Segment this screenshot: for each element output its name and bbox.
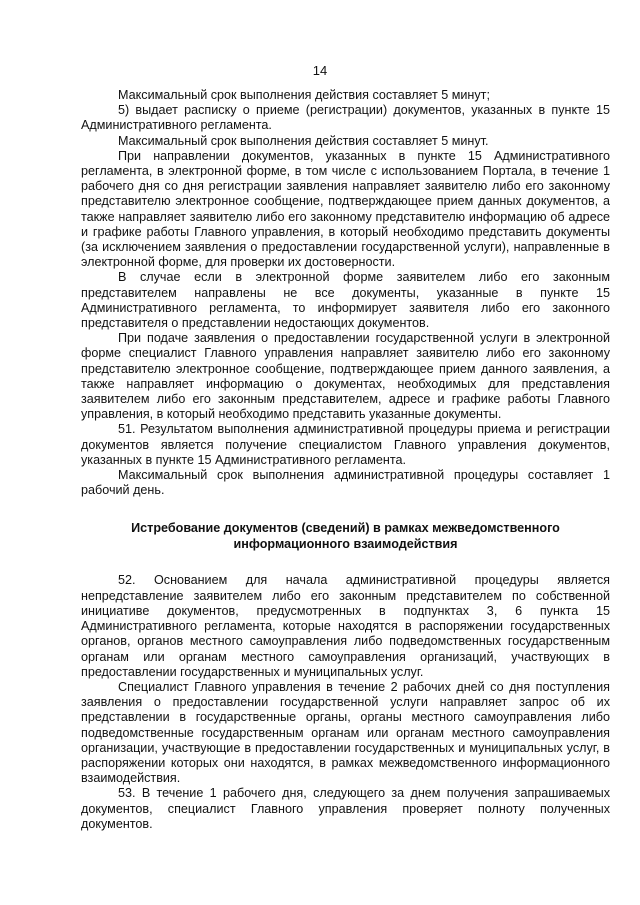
paragraph: 52. Основанием для начала административной процедуры является непредставление заявителем либо его законным представителем по собственной инициативе документов, предусмотренных в подпунктах 3, 6 пункта 15 Административного регламента, которые находятся в распоряжении государственных органов, органов местного самоуправления либо подведомственных государственным органам или органам местного самоуправления организаций, участвующих в предоставлении государственных и муниципальных услуг. xyxy=(81,573,610,679)
paragraph: Специалист Главного управления в течение 2 рабочих дней со дня поступления заявления о предоставлении государственной услуги направляет запрос об их представлении в государственные органы, органы местного самоуправления либо подведомственные государственным органам или органам местного самоуправления организации, участвующие в предоставлении государственных и муниципальных услуг, в распоряжении которых они находятся, в рамках межведомственного информационного взаимодействия. xyxy=(81,679,610,786)
paragraph: 53. В течение 1 рабочего дня, следующего за днем получения запрашиваемых документов, специалист Главного управления проверяет полноту полученных документов. xyxy=(81,786,610,831)
paragraph: Максимальный срок выполнения действия составляет 5 минут. xyxy=(118,133,489,148)
section-heading-line: информационного взаимодействия xyxy=(233,537,458,552)
paragraph: Максимальный срок выполнения действия составляет 5 минут; xyxy=(118,88,490,102)
paragraph: Максимальный срок выполнения административной процедуры составляет 1 рабочий день. xyxy=(81,468,610,498)
section-heading-line: Истребование документов (сведений) в рамках межведомственного xyxy=(131,521,560,536)
section-heading xyxy=(81,520,610,552)
paragraph: В случае если в электронной форме заявителем либо его законным представителем направлены не все документы, указанные в пункте 15 Административного регламента, то информирует заявителя либо его законного представителя о представлении недостающих документов. xyxy=(81,270,610,331)
paragraph: При подаче заявления о предоставлении государственной услуги в электронной форме специалист Главного управления направляет заявителю либо его законному представителю электронное сообщение, подтверждающее прием данного заявления, а также направляет информацию о документах, необходимых для представления заявителем либо его законным представителем, адресе и графике работы Главного управления, в который необходимо представить указанные документы. xyxy=(81,331,610,422)
page-number: 14 xyxy=(312,63,328,78)
paragraph: 51. Результатом выполнения административной процедуры приема и регистрации документов является получение специалистом Главного управления документов, указанных в пункте 15 Административного регламента. xyxy=(81,422,610,467)
paragraph: При направлении документов, указанных в пункте 15 Административного регламента, в электронной форме, в том числе с использованием Портала, в течение 1 рабочего дня со дня регистрации заявления направляет заявителю либо его законному представителю электронное сообщение, подтверждающее прием данных документов, а также направляет заявителю либо его законному представителю информацию об адресе и графике работы Главного управления, в который необходимо представить документы (за исключением заявления о предоставлении государственной услуги), направленные в электронной форме, для проверки их достоверности. xyxy=(81,148,610,270)
paragraph: 5) выдает расписку о приеме (регистрации) документов, указанных в пункте 15 Административного регламента. xyxy=(81,103,610,133)
document-body xyxy=(81,88,610,832)
